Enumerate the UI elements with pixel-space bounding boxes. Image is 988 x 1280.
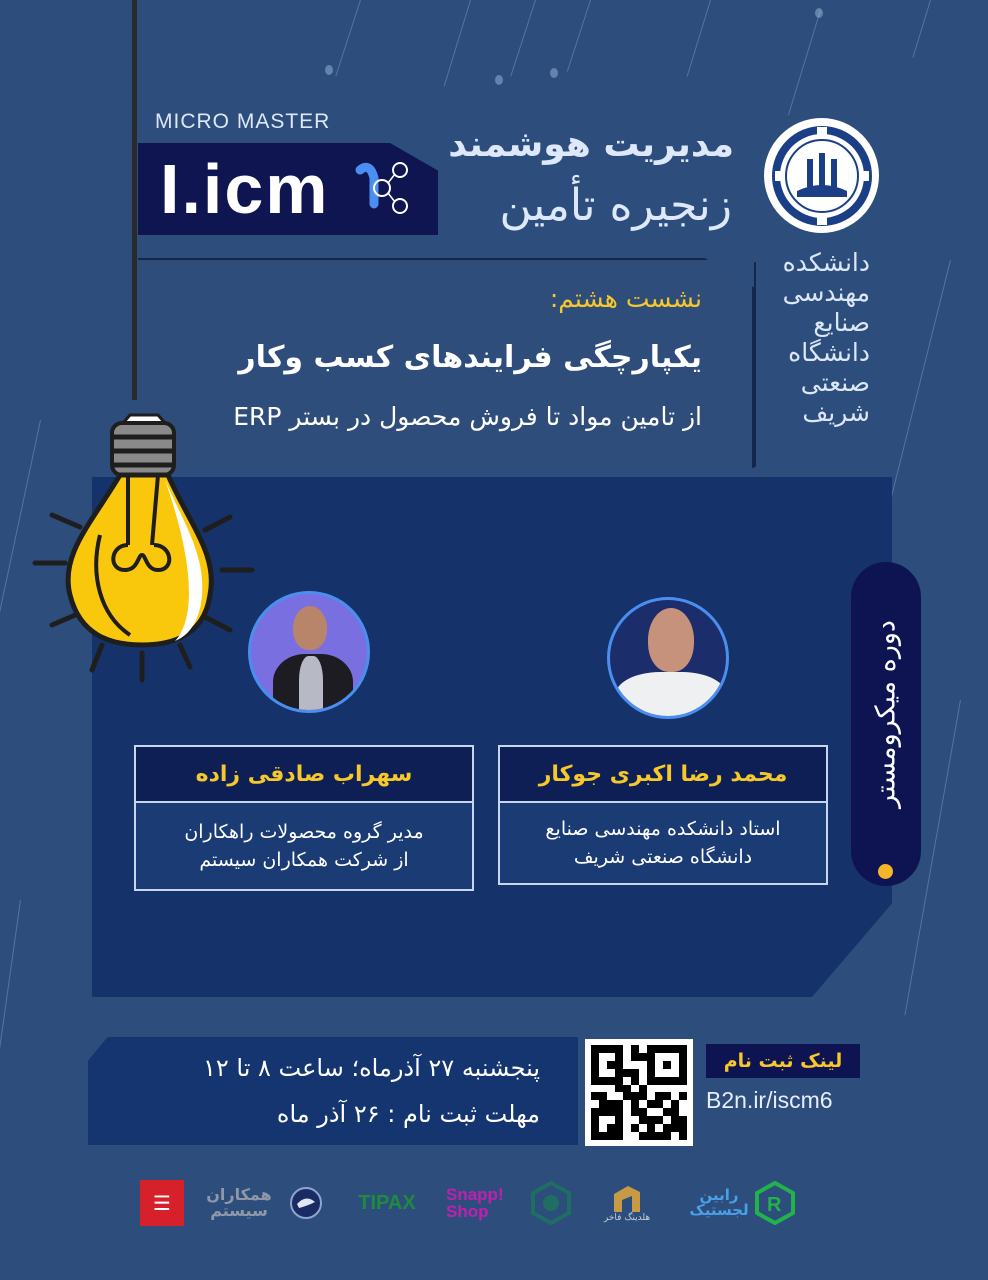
circuit-line-decoration: [0, 900, 21, 1177]
iscm-logo-main: cm: [224, 150, 330, 228]
university-line: مهندسی: [782, 278, 870, 307]
sponsor-emblem: [288, 1180, 324, 1226]
qr-code-grid: [591, 1045, 687, 1140]
speaker-role-line: از شرکت همکاران سیستم: [199, 849, 409, 871]
micro-master-label: MICRO MASTER: [155, 110, 331, 133]
event-info: [203, 1045, 540, 1137]
speaker-2-avatar: [248, 591, 370, 713]
svg-text:R: R: [767, 1194, 782, 1216]
circuit-dot-decoration: [550, 68, 558, 78]
sharif-university-emblem-icon: [764, 118, 879, 233]
university-line: دانشگاه: [788, 338, 870, 367]
university-line: شریف: [802, 398, 870, 427]
registration-link[interactable]: B2n.ir/iscm6: [706, 1087, 833, 1113]
speaker-card: [134, 745, 474, 891]
speaker-1-avatar: [607, 597, 729, 719]
sponsor-rahbin-logistic: رابین لجستیک: [689, 1186, 749, 1219]
course-badge-label: دوره میکرومستر: [870, 620, 902, 808]
program-title-line1: مدیریت هوشمند: [448, 124, 734, 165]
sponsor-hamkaran-system: همکاران سیستم: [206, 1185, 272, 1220]
session-number: نشست هشتم:: [549, 284, 702, 313]
avatar-head: [293, 606, 327, 650]
circuit-line-decoration: [788, 10, 821, 115]
program-title-line2: زنجیره تأمین: [499, 180, 732, 231]
speaker-name: سهراب صادقی زاده: [136, 747, 472, 803]
speaker-role: [136, 803, 472, 889]
speaker-role-line: دانشگاه صنعتی شریف: [573, 846, 753, 868]
registration-deadline: مهلت ثبت نام : ۲۶ آذر ماه: [276, 1100, 540, 1128]
speaker-role: [500, 803, 826, 883]
circuit-line-decoration: [510, 0, 536, 76]
network-nodes-icon: [352, 158, 412, 218]
sponsor-holding-fakhr: [582, 1180, 672, 1226]
university-line: دانشکده: [782, 248, 870, 277]
sponsor-rahbin-icon: [752, 1180, 798, 1226]
hamkaran-icon: ☰: [140, 1180, 184, 1226]
qr-code-icon[interactable]: [585, 1039, 693, 1146]
iscm-logo-prefix: I.i: [160, 150, 225, 228]
circuit-line-decoration: [687, 0, 711, 77]
sponsor-snapp-shop: Snapp! Shop: [446, 1185, 504, 1221]
circuit-dot-decoration: [495, 75, 503, 85]
session-subtitle: از تامین مواد تا فروش محصول در بستر ERP: [233, 402, 702, 431]
speaker-name: محمد رضا اکبری جوکار: [500, 747, 826, 803]
sponsor-logos: [136, 1180, 806, 1230]
speaker-card: [498, 745, 828, 885]
circuit-dot-decoration: [815, 8, 823, 18]
circuit-line-decoration: [335, 0, 361, 76]
lamp-cord: [132, 0, 137, 400]
sponsor-green-emblem: [528, 1180, 574, 1226]
iscm-logo: [160, 150, 330, 228]
circuit-line-decoration: [912, 0, 930, 58]
avatar-head: [648, 608, 694, 672]
sponsor-tipax: TIPAX: [358, 1192, 416, 1214]
university-name: [783, 248, 870, 428]
speaker-role-line: استاد دانشکده مهندسی صنایع: [545, 818, 781, 840]
badge-dot-icon: [878, 864, 893, 879]
circuit-line-decoration: [444, 0, 471, 86]
registration-label: لینک ثبت نام: [706, 1044, 860, 1078]
avatar-shirt: [299, 656, 323, 713]
event-date: پنجشنبه ۲۷ آذرماه؛ ساعت ۸ تا ۱۲: [202, 1054, 540, 1082]
speaker-role-line: مدیر گروه محصولات راهکاران: [184, 821, 424, 843]
sponsor-holding-fakhr-label: هلدینگ فاخر: [603, 1212, 651, 1223]
university-line: صنعتی: [800, 368, 870, 397]
circuit-line-decoration: [567, 0, 591, 72]
circuit-dot-decoration: [325, 65, 333, 75]
divider: [754, 262, 756, 467]
avatar-body: [615, 672, 727, 719]
session-title: یکپارچگی فرایندهای کسب وکار: [238, 340, 702, 375]
university-line: صنایع: [813, 308, 870, 337]
light-bulb-icon: [30, 395, 260, 685]
